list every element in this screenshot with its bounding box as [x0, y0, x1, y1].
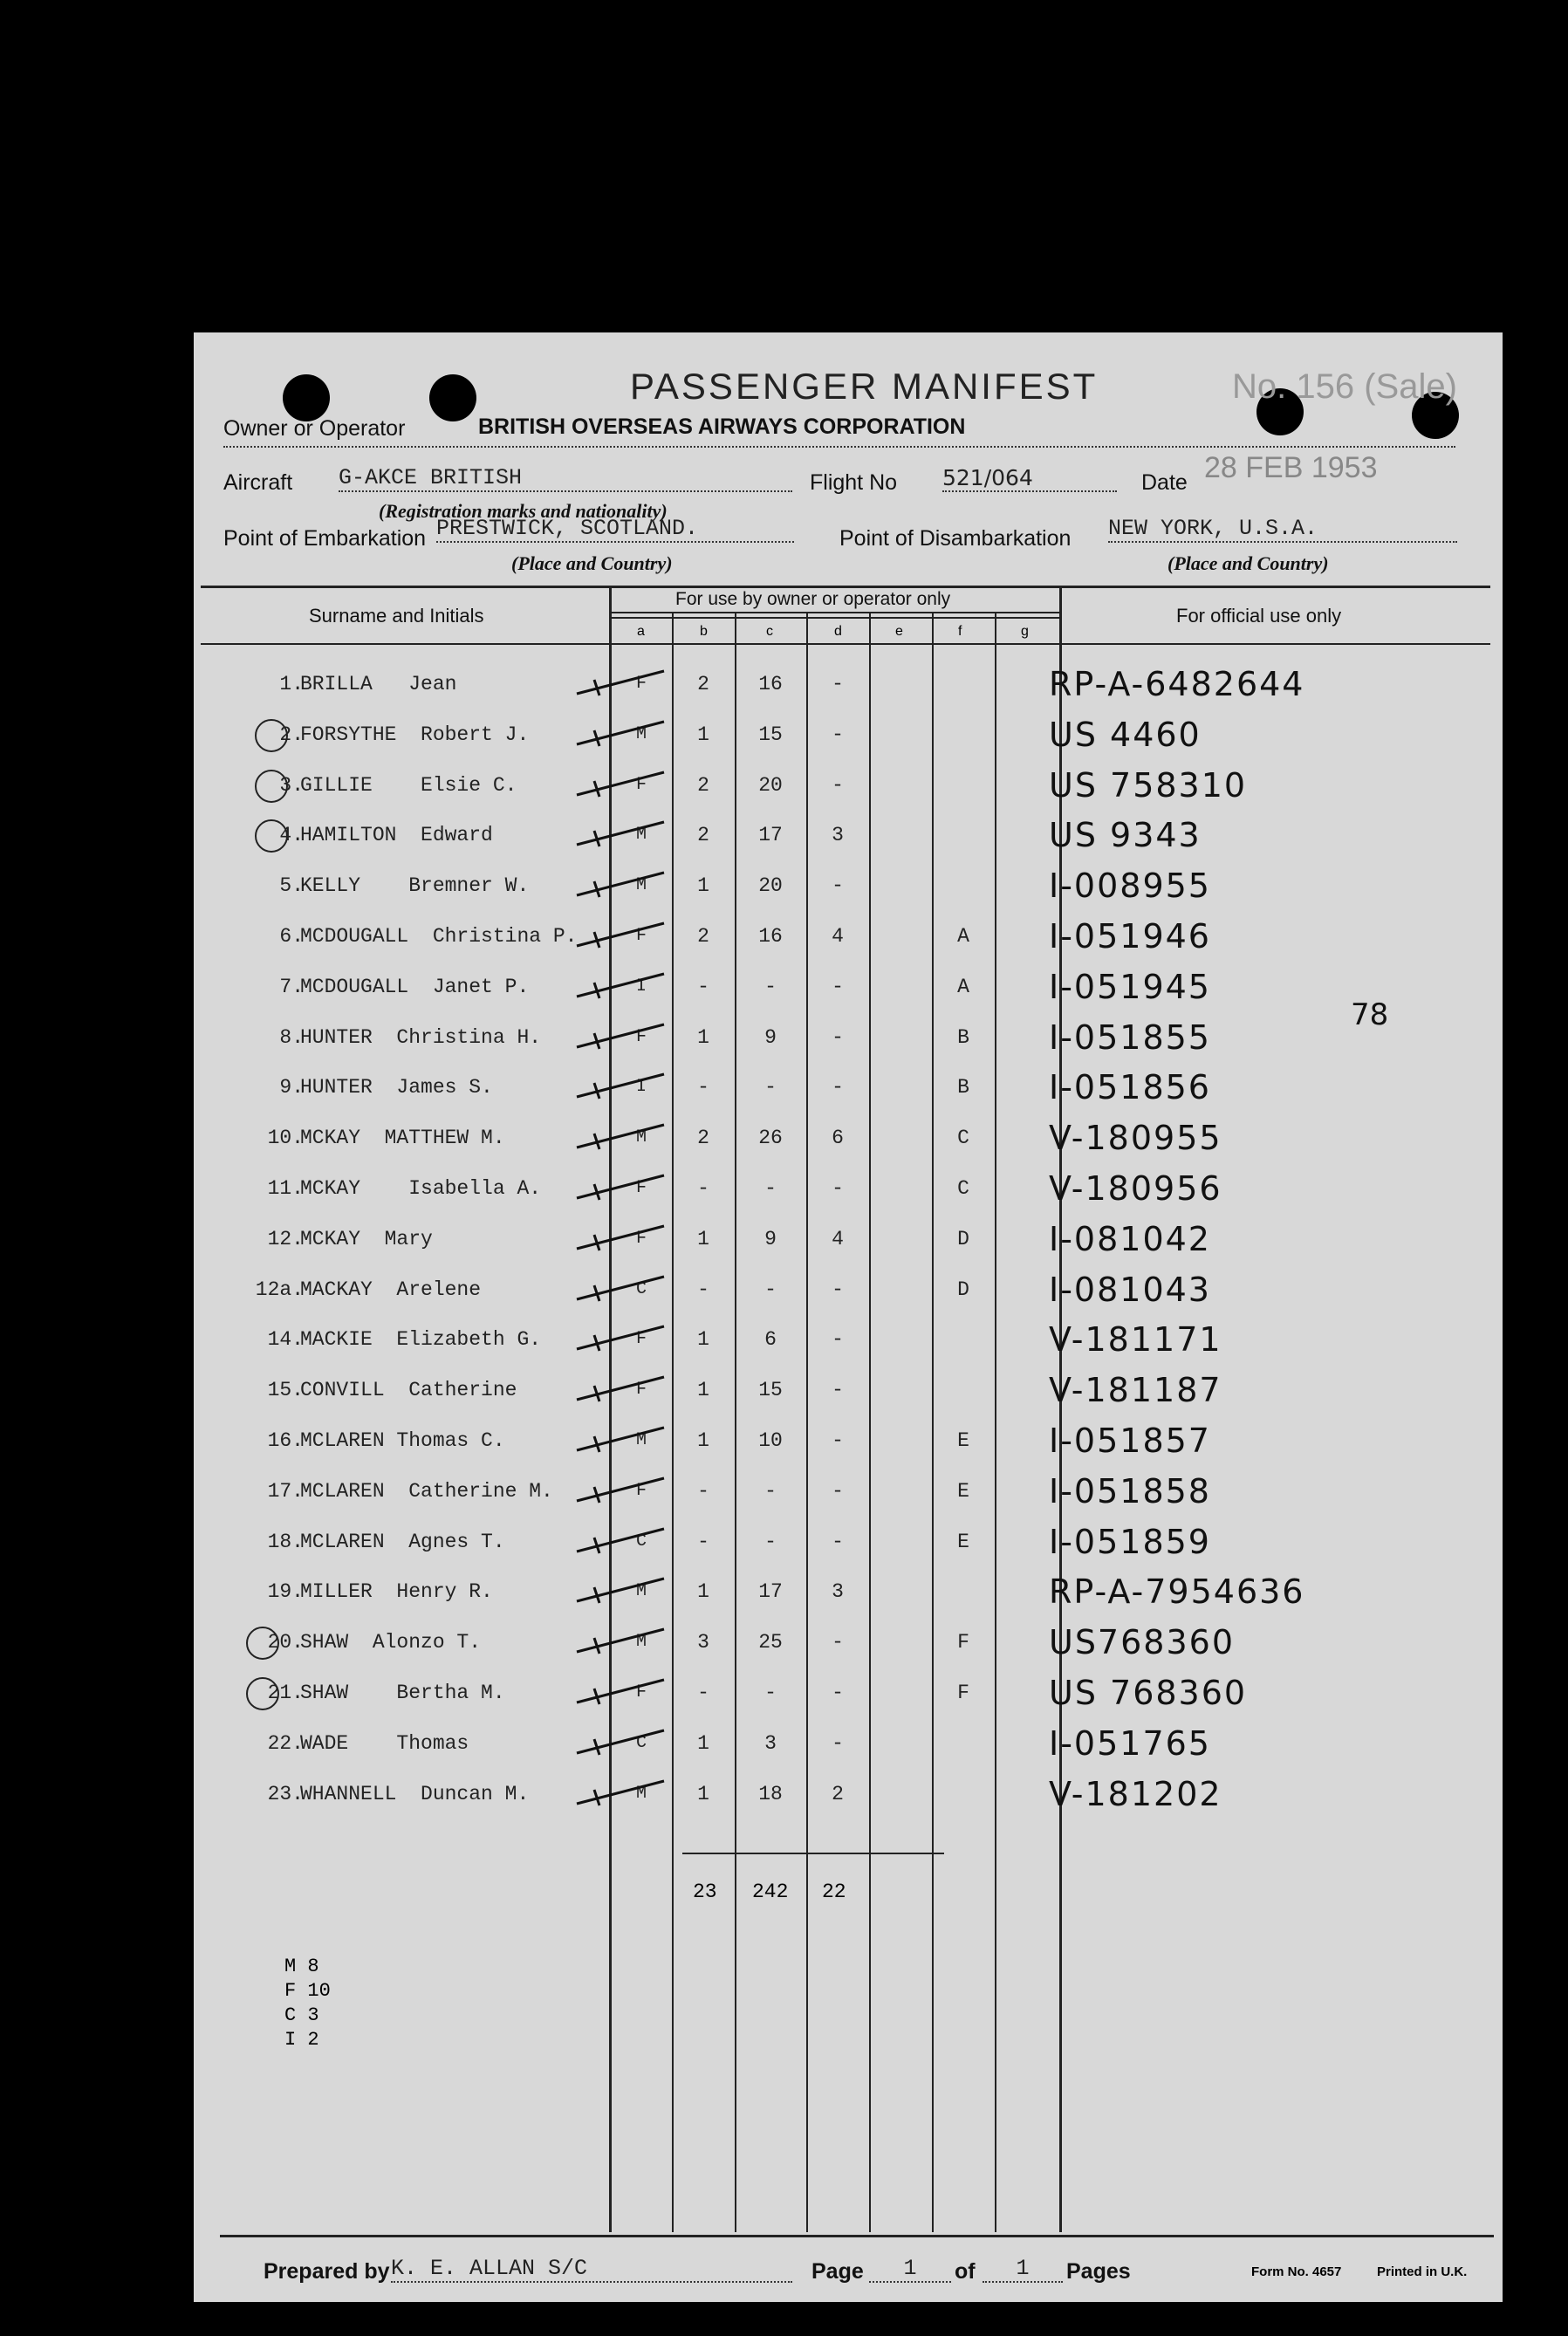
check-mark-icon [573, 1575, 668, 1605]
col-b-value: 1 [697, 723, 709, 746]
col-c-value: 9 [764, 1025, 777, 1049]
col-b-value: 2 [697, 1127, 709, 1150]
col-f-value: E [957, 1530, 969, 1553]
passenger-name: KELLY Bremner W. [300, 874, 530, 898]
col-a-value: M [635, 1430, 647, 1450]
check-mark-icon [573, 920, 668, 949]
manifest-sheet [194, 332, 1503, 2302]
col-a-value: F [635, 774, 647, 795]
row-number: 17. [267, 1479, 304, 1503]
passenger-name: MCLAREN Catherine M. [300, 1479, 553, 1503]
col-b-value: 2 [697, 673, 709, 695]
row-number: 20. [267, 1631, 304, 1654]
official-id: I-051856 [1049, 1068, 1211, 1107]
col-b-value: - [697, 1530, 709, 1553]
passenger-name: SHAW Alonzo T. [300, 1631, 482, 1654]
col-c-value: 9 [764, 1227, 777, 1250]
table-row [194, 1062, 1503, 1113]
aircraft-label: Aircraft [223, 470, 293, 495]
col-b-value: 1 [697, 1227, 709, 1250]
passenger-name: MILLER Henry R. [300, 1580, 493, 1604]
col-a-value: F [635, 1026, 647, 1047]
col-d-value: 3 [832, 824, 844, 847]
table-row [194, 1718, 1503, 1769]
col-d-value: - [832, 1076, 844, 1099]
official-id: US 768360 [1049, 1674, 1248, 1712]
page-value: 1 [869, 2256, 951, 2283]
col-a-value: M [635, 1581, 647, 1602]
summary-m: M 8 [284, 1956, 319, 1977]
col-c-value: 17 [758, 1580, 783, 1604]
col-d-value: 2 [832, 1782, 844, 1805]
col-d-value: - [832, 1379, 844, 1402]
punch-hole [429, 374, 476, 421]
official-id: V-181187 [1049, 1371, 1222, 1410]
col-d-value: - [832, 1682, 844, 1704]
col-d-value: 4 [832, 1227, 844, 1250]
check-mark-icon [573, 1778, 668, 1807]
row-number: 6. [279, 925, 304, 948]
official-id: RP-A-7954636 [1049, 1572, 1305, 1612]
of-label: of [955, 2259, 976, 2284]
col-letter-g: g [1021, 624, 1029, 639]
col-c-value: - [764, 1278, 777, 1301]
official-id: V-181171 [1049, 1320, 1222, 1360]
table-top-rule [201, 586, 1490, 588]
col-f-value [932, 810, 995, 860]
col-letter-e: e [895, 624, 903, 639]
row-number-circle [255, 719, 288, 752]
col-b-value: 1 [697, 1379, 709, 1402]
check-mark-icon [573, 1475, 668, 1504]
passenger-name: MCDOUGALL Christina P. [300, 925, 578, 948]
check-mark-icon [573, 668, 668, 697]
col-f-value [932, 659, 995, 709]
table-row [194, 1264, 1503, 1315]
col-d-value: - [832, 1731, 844, 1755]
col-d-value: - [832, 1479, 844, 1503]
passenger-name: CONVILL Catherine [300, 1379, 517, 1402]
summary-f: F 10 [284, 1980, 331, 2002]
table-row [194, 760, 1503, 811]
col-f-value: D [957, 1278, 969, 1301]
passenger-name: BRILLA Jean [300, 673, 457, 695]
col-a-value: I [635, 1077, 647, 1098]
table-row [194, 1012, 1503, 1063]
official-id: US 758310 [1049, 765, 1248, 805]
date-label: Date [1141, 470, 1188, 495]
official-id: I-051857 [1049, 1421, 1211, 1460]
check-mark-icon [573, 869, 668, 899]
col-b-value: - [697, 1479, 709, 1503]
check-mark-icon [573, 819, 668, 848]
col-c-value: 10 [758, 1429, 783, 1452]
col-d-value: - [832, 1328, 844, 1352]
check-mark-icon [573, 1374, 668, 1403]
disembarkation-value: NEW YORK, U.S.A. [1108, 516, 1457, 543]
col-f-value [932, 1566, 995, 1617]
table-row [194, 1113, 1503, 1163]
table-row [194, 1163, 1503, 1214]
col-a-value: I [635, 976, 647, 997]
row-number: 22. [267, 1731, 304, 1755]
total-d: 22 [822, 1880, 846, 1903]
col-f-value [932, 1718, 995, 1769]
check-mark-icon [573, 1323, 668, 1353]
row-number: 11. [267, 1177, 304, 1200]
col-d-value: - [832, 1177, 844, 1200]
official-use-header: For official use only [1176, 605, 1342, 627]
col-f-value [932, 1365, 995, 1415]
punch-hole [283, 374, 330, 421]
official-id: I-081042 [1049, 1219, 1211, 1258]
row-number: 16. [267, 1429, 304, 1452]
official-id: V-181202 [1049, 1774, 1222, 1813]
col-b-value: - [697, 1076, 709, 1099]
registration-note: (Registration marks and nationality) [379, 500, 668, 522]
col-d-value: - [832, 1631, 844, 1654]
col-d-value: 6 [832, 1127, 844, 1150]
row-number: 4. [279, 824, 304, 847]
col-c-value: 16 [758, 925, 783, 948]
table-row [194, 1617, 1503, 1668]
passenger-name: SHAW Bertha M. [300, 1682, 505, 1704]
official-id: US768360 [1049, 1623, 1235, 1662]
col-b-value: 2 [697, 824, 709, 847]
col-b-value: - [697, 1278, 709, 1301]
col-a-value: C [635, 1278, 647, 1299]
row-number: 23. [267, 1782, 304, 1805]
col-b-value: 3 [697, 1631, 709, 1654]
total-c: 242 [752, 1880, 789, 1903]
col-b-value: 2 [697, 773, 709, 797]
col-a-value: F [635, 1480, 647, 1501]
col-b-value: - [697, 975, 709, 998]
col-f-value: E [957, 1429, 969, 1452]
col-c-value: 18 [758, 1782, 783, 1805]
embark-place-note: (Place and Country) [511, 552, 673, 574]
total-b: 23 [693, 1880, 717, 1903]
row-number: 9. [279, 1076, 304, 1099]
pages-label: Pages [1066, 2259, 1131, 2284]
col-c-value: 16 [758, 673, 783, 695]
official-id: US 4460 [1049, 715, 1202, 754]
table-row [194, 962, 1503, 1012]
passenger-name: MACKIE Elizabeth G. [300, 1328, 542, 1352]
row-number: 12a. [255, 1278, 304, 1301]
row-number: 10. [267, 1127, 304, 1150]
col-f-value: E [957, 1479, 969, 1503]
col-b-value: 1 [697, 1580, 709, 1604]
disembarkation-label: Point of Disambarkation [839, 526, 1072, 551]
check-mark-icon [573, 1273, 668, 1303]
check-mark-icon [573, 1021, 668, 1051]
col-d-value: 4 [832, 925, 844, 948]
owner-rule [223, 446, 1455, 448]
col-a-value: M [635, 1127, 647, 1148]
passenger-name: WHANNELL Duncan M. [300, 1782, 530, 1805]
col-f-value [932, 1314, 995, 1365]
col-a-value: M [635, 875, 647, 896]
check-mark-icon [573, 769, 668, 798]
summary-i: I 2 [284, 2029, 319, 2051]
col-c-value: 26 [758, 1127, 783, 1150]
disembark-place-note: (Place and Country) [1167, 552, 1329, 574]
col-f-value: B [957, 1025, 969, 1049]
col-a-value: C [635, 1732, 647, 1753]
official-id: I-051945 [1049, 967, 1211, 1006]
col-c-value: 6 [764, 1328, 777, 1352]
official-id: I-051946 [1049, 917, 1211, 956]
form-title: PASSENGER MANIFEST [630, 366, 1099, 407]
row-number: 15. [267, 1379, 304, 1402]
official-id: I-008955 [1049, 867, 1211, 906]
col-c-value: - [764, 1530, 777, 1553]
form-number: No. 156 (Sale) [1232, 367, 1457, 406]
table-header-rule [201, 643, 1490, 645]
col-letter-f: f [958, 624, 962, 639]
col-f-value [932, 709, 995, 760]
col-c-value: 15 [758, 1379, 783, 1402]
col-b-value: - [697, 1682, 709, 1704]
summary-c: C 3 [284, 2004, 319, 2026]
col-b-value: 1 [697, 1025, 709, 1049]
table-row [194, 860, 1503, 911]
owner-subheader-rule [611, 612, 1061, 613]
col-f-value [932, 1769, 995, 1819]
col-f-value: A [957, 975, 969, 998]
check-mark-icon [573, 1071, 668, 1100]
table-row [194, 1566, 1503, 1617]
official-id: I-051855 [1049, 1017, 1211, 1057]
col-f-value: F [957, 1631, 969, 1654]
col-f-value [932, 760, 995, 811]
check-mark-icon [573, 1727, 668, 1757]
col-c-value: 20 [758, 874, 783, 898]
official-id: RP-A-6482644 [1049, 665, 1305, 703]
col-d-value: - [832, 673, 844, 695]
table-row [194, 1466, 1503, 1517]
col-c-value: - [764, 1076, 777, 1099]
col-letter-b: b [700, 624, 708, 639]
table-row [194, 1769, 1503, 1819]
form-number-footer: Form No. 4657 [1251, 2264, 1342, 2279]
owner-use-header: For use by owner or operator only [675, 589, 951, 609]
check-mark-icon [573, 1626, 668, 1655]
flight-value: 521/064 [942, 465, 1117, 492]
passenger-name: MCKAY MATTHEW M. [300, 1127, 505, 1150]
col-d-value: - [832, 874, 844, 898]
table-row [194, 1365, 1503, 1415]
col-a-value: F [635, 926, 647, 946]
col-a-value: M [635, 825, 647, 846]
aircraft-value: G-AKCE BRITISH [339, 465, 792, 492]
table-row [194, 1314, 1503, 1365]
pages-value: 1 [983, 2256, 1063, 2283]
prepared-value: K. E. ALLAN S/C [391, 2256, 792, 2283]
row-number-circle [246, 1627, 279, 1660]
passenger-name: MCLAREN Agnes T. [300, 1530, 505, 1553]
table-row [194, 1214, 1503, 1264]
official-id: I-051858 [1049, 1471, 1211, 1511]
check-mark-icon [573, 1525, 668, 1555]
col-c-value: - [764, 1682, 777, 1704]
col-c-value: 15 [758, 723, 783, 746]
col-c-value: 20 [758, 773, 783, 797]
prepared-label: Prepared by [264, 2259, 390, 2284]
col-a-value: F [635, 1178, 647, 1198]
col-letter-a: a [637, 624, 645, 639]
row-number: 8. [279, 1025, 304, 1049]
row-number: 19. [267, 1580, 304, 1604]
table-row [194, 1517, 1503, 1567]
col-b-value: 1 [697, 1782, 709, 1805]
col-d-value: - [832, 1429, 844, 1452]
embarkation-label: Point of Embarkation [223, 526, 427, 551]
col-b-value: 1 [697, 1328, 709, 1352]
col-c-value: - [764, 975, 777, 998]
passenger-name: GILLIE Elsie C. [300, 773, 517, 797]
passenger-name: FORSYTHE Robert J. [300, 723, 530, 746]
col-c-value: 3 [764, 1731, 777, 1755]
totals-rule [682, 1853, 944, 1854]
passenger-name: MCLAREN Thomas C. [300, 1429, 505, 1452]
owner-value: BRITISH OVERSEAS AIRWAYS CORPORATION [478, 414, 966, 439]
col-d-value: - [832, 1025, 844, 1049]
check-mark-icon [573, 970, 668, 1000]
passenger-name: MCKAY Mary [300, 1227, 433, 1250]
row-number-circle [255, 770, 288, 803]
col-b-value: 2 [697, 925, 709, 948]
flight-label: Flight No [810, 470, 898, 495]
passenger-name: WADE Thomas [300, 1731, 469, 1755]
col-letter-rule [611, 617, 1061, 619]
col-c-value: - [764, 1177, 777, 1200]
official-id: V-180956 [1049, 1169, 1222, 1208]
col-f-value: B [957, 1076, 969, 1099]
col-f-value: A [957, 925, 969, 948]
check-mark-icon [573, 1172, 668, 1202]
col-a-value: F [635, 1329, 647, 1350]
col-b-value: - [697, 1177, 709, 1200]
col-d-value: - [832, 1530, 844, 1553]
col-c-value: 17 [758, 824, 783, 847]
row-number: 3. [279, 773, 304, 797]
official-id: I-051859 [1049, 1522, 1211, 1561]
col-d-value: - [832, 723, 844, 746]
check-mark-icon [573, 1676, 668, 1706]
official-id: I-051765 [1049, 1723, 1211, 1763]
row-number: 7. [279, 975, 304, 998]
col-a-value: M [635, 1632, 647, 1653]
row-number: 12. [267, 1227, 304, 1250]
official-id: I-081043 [1049, 1270, 1211, 1309]
col-d-value: - [832, 773, 844, 797]
check-mark-icon [573, 1424, 668, 1454]
col-c-value: 25 [758, 1631, 783, 1654]
row-number: 14. [267, 1328, 304, 1352]
col-d-value: 3 [832, 1580, 844, 1604]
passenger-name: HUNTER James S. [300, 1076, 493, 1099]
row-number: 2. [279, 723, 304, 746]
table-row [194, 659, 1503, 709]
passenger-name: MCKAY Isabella A. [300, 1177, 542, 1200]
col-f-value: F [957, 1682, 969, 1704]
col-a-value: F [635, 674, 647, 694]
col-a-value: C [635, 1531, 647, 1552]
col-b-value: 1 [697, 874, 709, 898]
col-b-value: 1 [697, 1731, 709, 1755]
col-f-value: C [957, 1127, 969, 1150]
col-letter-d: d [834, 624, 842, 639]
table-row [194, 810, 1503, 860]
passenger-name: HUNTER Christina H. [300, 1025, 542, 1049]
check-mark-icon [573, 1223, 668, 1252]
embarkation-value: PRESTWICK, SCOTLAND. [436, 516, 794, 543]
col-d-value: - [832, 975, 844, 998]
surname-header: Surname and Initials [309, 605, 484, 627]
official-id: V-180955 [1049, 1119, 1222, 1158]
col-f-value: C [957, 1177, 969, 1200]
row-number: 21. [267, 1682, 304, 1704]
col-a-value: M [635, 1783, 647, 1804]
check-mark-icon [573, 718, 668, 748]
col-a-value: M [635, 723, 647, 744]
col-f-value: D [957, 1227, 969, 1250]
row-number-circle [246, 1677, 279, 1710]
passenger-name: HAMILTON Edward [300, 824, 493, 847]
owner-label: Owner or Operator [223, 416, 406, 441]
row-number: 5. [279, 874, 304, 898]
printed-in: Printed in U.K. [1377, 2264, 1468, 2279]
col-f-value [932, 860, 995, 911]
margin-note: 78 [1351, 997, 1389, 1032]
official-id: US 9343 [1049, 816, 1202, 855]
table-row [194, 911, 1503, 962]
row-number: 18. [267, 1530, 304, 1553]
check-mark-icon [573, 1121, 668, 1151]
passenger-name: MACKAY Arelene [300, 1278, 482, 1301]
col-a-value: F [635, 1380, 647, 1401]
col-a-value: F [635, 1682, 647, 1702]
col-b-value: 1 [697, 1429, 709, 1452]
row-number: 1. [279, 673, 304, 695]
page-label: Page [811, 2259, 864, 2284]
table-row [194, 1415, 1503, 1466]
table-row [194, 1668, 1503, 1718]
footer-rule [220, 2235, 1494, 2237]
table-row [194, 709, 1503, 760]
date-stamp: 28 FEB 1953 [1204, 451, 1378, 484]
col-a-value: F [635, 1228, 647, 1249]
col-letter-c: c [766, 624, 773, 639]
passenger-name: MCDOUGALL Janet P. [300, 975, 530, 998]
col-c-value: - [764, 1479, 777, 1503]
col-d-value: - [832, 1278, 844, 1301]
